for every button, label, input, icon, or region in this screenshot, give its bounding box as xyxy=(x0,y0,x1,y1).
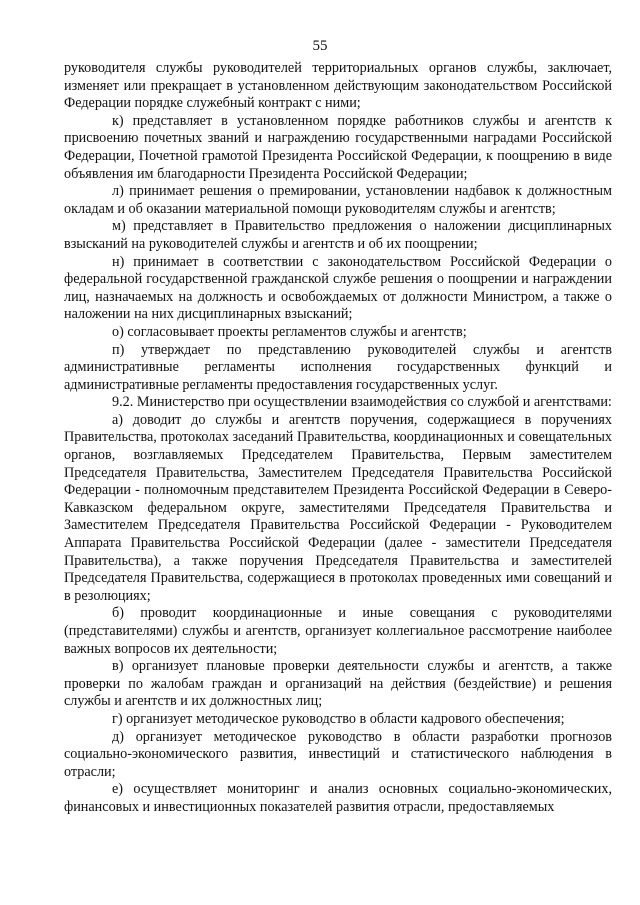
paragraph-n: н) принимает в соответствии с законодательством Российской Федерации о федеральной государственной гражданской службе решения о поощрении и награждении лиц, назначаемых на должность и освобождаемых от должности Министром, а также о наложении на них дисциплинарных взысканий; xyxy=(64,253,612,323)
paragraph-a: а) доводит до службы и агентств поручения, содержащиеся в поручениях Правительства, протоколах заседаний Правительства, координационных и совещательных органов, возглавляемых Председателем Правительства, Первым заместителем Председателя Правительства, Заместителем Председателя Правительства Российской Федерации - полномочным представителем Президента Российской Федерации в Северо-Кавказском федеральном округе, заместителями Председателя Правительства и Заместителем Председателя Правительства Российской Федерации - Руководителем Аппарата Правительства Российской Федерации (далее - заместители Председателя Правительства), а также поручения Председателя Правительства и заместителей Председателя Правительства, содержащиеся в протоколах проведенных ими совещаний и в резолюциях; xyxy=(64,411,612,604)
document-body xyxy=(64,60,612,817)
paragraph-p: п) утверждает по представлению руководителей службы и агентств административные регламенты исполнения государственных функций и административные регламенты предоставления государственных услуг. xyxy=(64,341,612,393)
paragraph-d: д) организует методическое руководство в области разработки прогнозов социально-экономического развития, инвестиций и статистического наблюдения в отрасли; xyxy=(64,728,612,780)
paragraph-b: б) проводит координационные и иные совещания с руководителями (представителями) службы и агентств, организует коллегиальное рассмотрение наиболее важных вопросов их деятельности; xyxy=(64,605,612,657)
paragraph-o: о) согласовывает проекты регламентов службы и агентств; xyxy=(112,323,467,340)
paragraph-l: л) принимает решения о премировании, установлении надбавок к должностным окладам и об оказании материальной помощи руководителям службы и агентств; xyxy=(64,183,612,217)
paragraph-v: в) организует плановые проверки деятельности службы и агентств, а также проверки по жалобам граждан и организаций на действия (бездействие) и решения службы и агентств и их должностных лиц; xyxy=(64,658,612,710)
paragraph-continuation: руководителя службы руководителей территориальных органов службы, заключает, изменяет или прекращает в установленном действующим законодательством Российской Федерации порядке служебный контракт с ними; xyxy=(64,60,612,112)
page-number: 55 xyxy=(312,38,328,54)
paragraph-e: е) осуществляет мониторинг и анализ основных социально-экономических, финансовых и инвестиционных показателей развития отрасли, предоставляемых xyxy=(64,781,612,815)
paragraph-m: м) представляет в Правительство предложения о наложении дисциплинарных взысканий на руководителей службы и агентств и об их поощрении; xyxy=(64,218,612,252)
section-9-2: 9.2. Министерство при осуществлении взаимодействия со службой и агентствами: xyxy=(112,394,612,411)
paragraph-k: к) представляет в установленном порядке работников службы и агентств к присвоению почетных званий и награждению государственными наградами Российской Федерации, Почетной грамотой Президента Российской Федерации, к поощрению в виде объявления им благодарности Президента Российской Федерации; xyxy=(64,112,612,182)
paragraph-g: г) организует методическое руководство в области кадрового обеспечения; xyxy=(112,710,565,727)
